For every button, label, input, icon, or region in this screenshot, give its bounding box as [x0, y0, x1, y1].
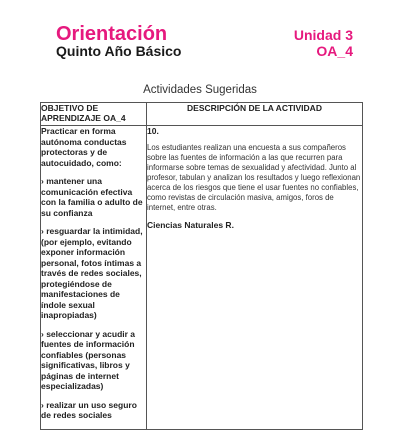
table-row — [41, 126, 363, 430]
objectives-cell — [41, 126, 147, 430]
subject-title: Orientación — [56, 23, 168, 45]
activity-description: Los estudiantes realizan una encuesta a sus compañeros sobre las fuentes de información a las que recurren para informarse sobre temas de sexualidad y afectividad. Junto al profesor, tabulan y analizan los resultados y luego reflexionan acerca de los riesgos que tiene el usar fuentes no confiables, como revistas de circulación masiva, amigos, foros de internet, entre otras. — [147, 143, 361, 212]
activities-table — [40, 102, 363, 430]
objective-intro: Practicar en forma autónoma conductas protectoras y de autocuidado, como: — [41, 126, 127, 168]
page-header — [0, 0, 400, 75]
section-title: Actividades Sugeridas — [143, 84, 257, 96]
activity-number: 10. — [147, 126, 159, 136]
objective-item: › seleccionar y acudir a fuentes de información confiables (personas significativas, libros y páginas de internet especializadas) — [41, 328, 136, 391]
objective-column-header: OBJETIVO DE APRENDIZAJE OA_4 — [41, 103, 147, 126]
objective-code: OA_4 — [316, 43, 353, 59]
activity-subject-link: Ciencias Naturales R. — [147, 220, 234, 230]
objective-item: › realizar un uso seguro de redes sociales — [41, 399, 137, 420]
table-header-row — [41, 103, 363, 126]
description-column-header: DESCRIPCIÓN DE LA ACTIVIDAD — [147, 103, 363, 126]
grade-subtitle: Quinto Año Básico — [56, 43, 182, 59]
objective-item: › resguardar la intimidad, (por ejemplo, evitando exponer información personal, fotos íntimas a través de redes sociales, protegiéndose de manifestaciones de índole sexual inapropiadas) — [41, 226, 143, 320]
objective-item: › mantener una comunicación efectiva con la familia o adulto de su confianza — [41, 176, 143, 218]
description-cell — [147, 126, 363, 430]
unit-label: Unidad 3 — [293, 27, 353, 43]
